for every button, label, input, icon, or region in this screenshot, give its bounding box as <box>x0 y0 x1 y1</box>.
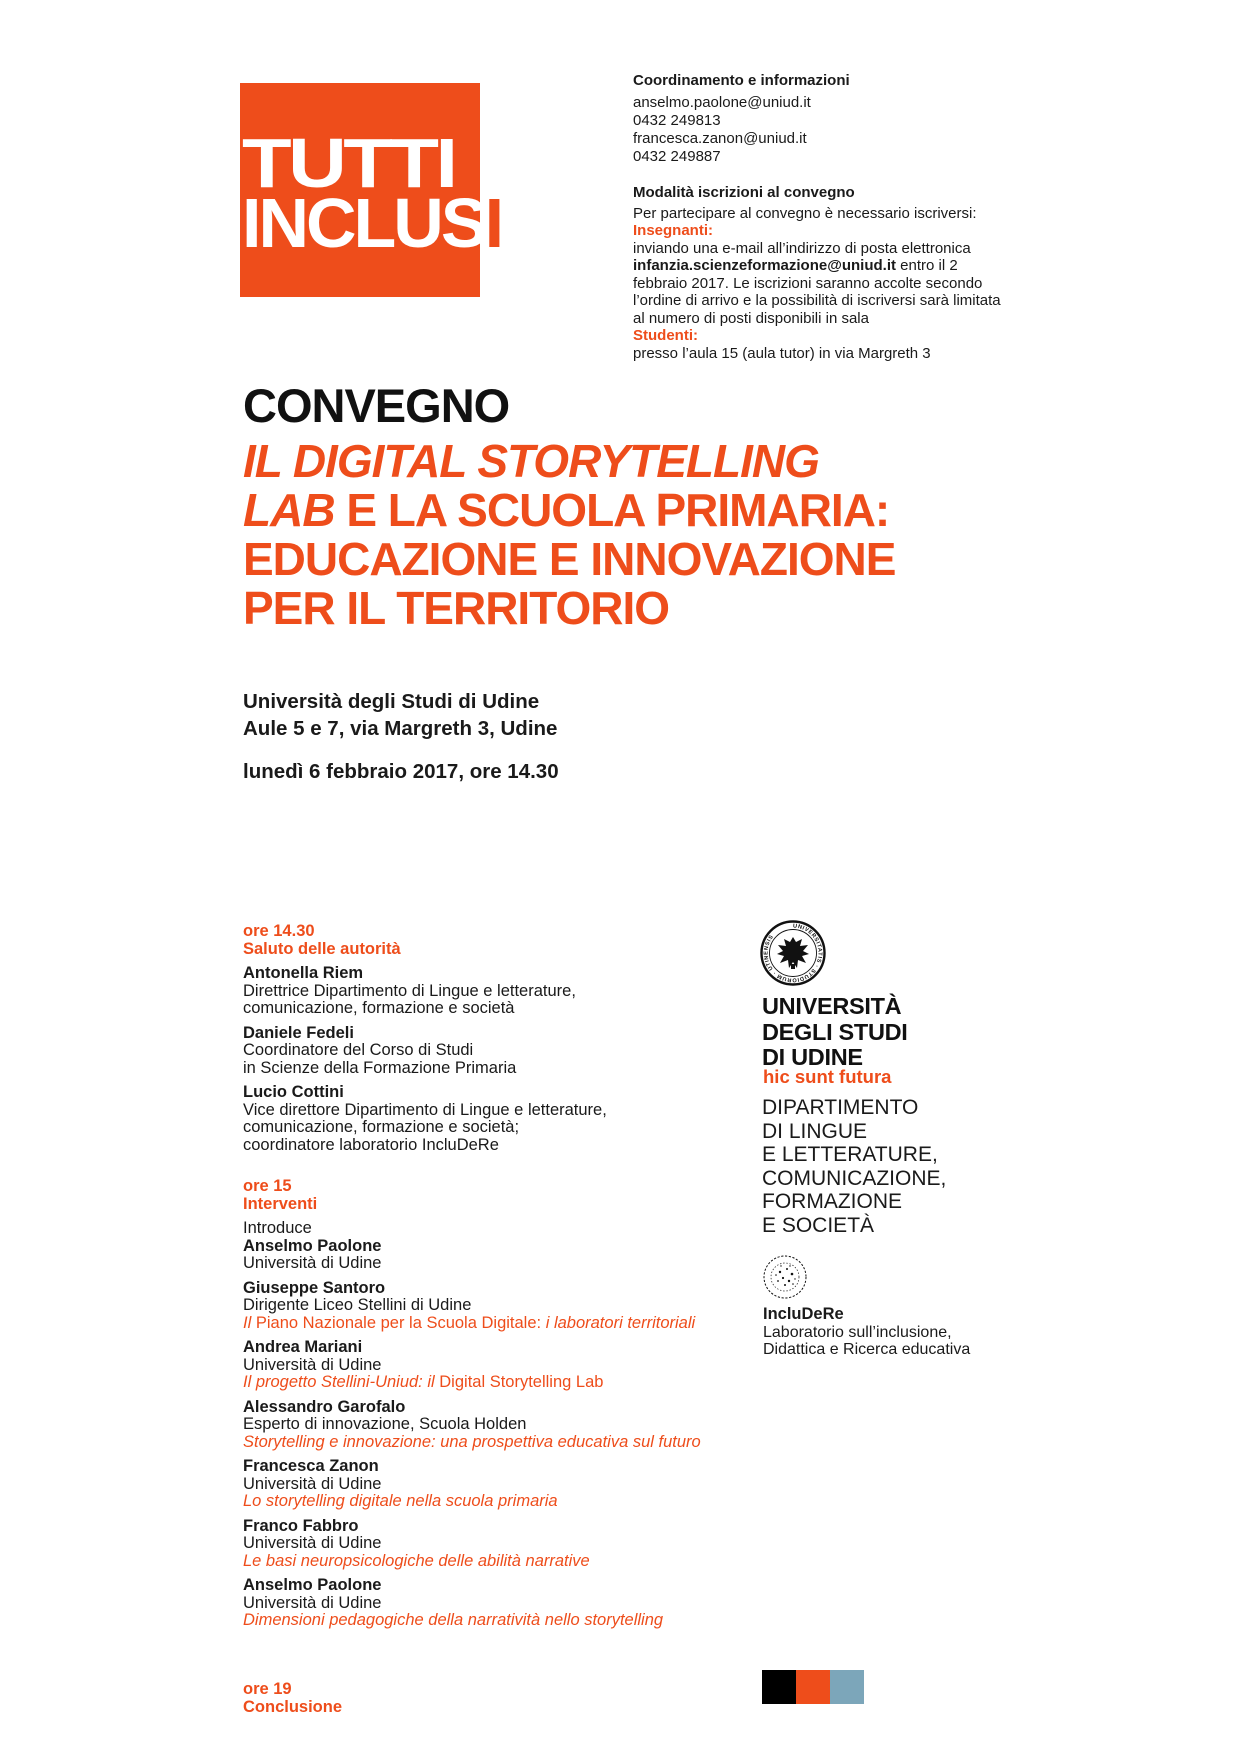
title-line-1: IL DIGITAL STORYTELLING <box>243 435 819 487</box>
registration-intro: Per partecipare al convegno è necessario iscriversi: <box>633 204 977 222</box>
speaker-block: Francesca Zanon Università di Udine Lo storytelling digitale nella scuola primaria <box>243 1458 701 1511</box>
logo-line-tutti: TUTTI <box>242 124 455 202</box>
talk-title: Dimensioni pedagogiche della narratività nello storytelling <box>243 1611 664 1629</box>
teachers-line: l’ordine di arrivo e la possibilità di iscriversi sarà limitata <box>633 292 1001 309</box>
speaker-block: Franco Fabbro Università di Udine Le basi neuropsicologiche delle abilità narrative <box>243 1518 701 1571</box>
conference-kicker: CONVEGNO <box>243 379 510 432</box>
talk-title: Storytelling e innovazione: una prospettiva educativa sul futuro <box>243 1432 701 1451</box>
talk-title: Il Piano Nazionale per la Scuola Digitale: i laboratori territoriali <box>243 1313 696 1332</box>
footer-color-squares <box>762 1670 864 1704</box>
talk-title: Il progetto Stellini-Uniud: il Digital Storytelling Lab <box>243 1373 604 1391</box>
logo-outside-i: I <box>484 184 502 262</box>
contact-email-2: francesca.zanon@uniud.it <box>633 130 807 147</box>
opening-title: Saluto delle autorità <box>243 940 401 958</box>
program-talks <box>243 1177 701 1637</box>
conference-title <box>243 437 895 633</box>
talks-title: Interventi <box>243 1195 318 1213</box>
teachers-label: Insegnanti: <box>633 222 714 239</box>
registration-block <box>633 184 1013 362</box>
speaker-block: Alessandro Garofalo Esperto di innovazione, Scuola Holden Storytelling e innovazione: una prospettiva educativa sul futuro <box>243 1397 701 1451</box>
speaker-block: Daniele Fedeli Coordinatore del Corso di Studi in Scienze della Formazione Primaria <box>243 1023 517 1077</box>
students-label: Studenti: <box>633 327 698 344</box>
students-text: presso l’aula 15 (aula tutor) in via Margreth 3 <box>633 344 931 362</box>
contact-heading: Coordinamento e informazioni <box>633 72 850 89</box>
contact-block <box>633 72 1013 166</box>
venue-line-2: Aule 5 e 7, via Margreth 3, Udine <box>243 717 558 740</box>
registration-heading: Modalità iscrizioni al convegno <box>633 184 855 201</box>
speaker-block: Lucio Cottini Vice direttore Dipartimento di Lingue e letterature, comunicazione, formazione e società; coordinatore laboratorio IncluDeRe <box>243 1083 607 1154</box>
contact-email-1: anselmo.paolone@uniud.it <box>633 94 811 111</box>
teachers-line: inviando una e-mail all’indirizzo di posta elettronica <box>633 239 971 257</box>
opening-time: ore 14.30 <box>243 922 315 940</box>
talk-title: Le basi neuropsicologiche delle abilità narrative <box>243 1551 590 1570</box>
contact-phone-2: 0432 249887 <box>633 148 721 165</box>
includere-name: IncluDeRe <box>763 1305 844 1323</box>
title-line-3: EDUCAZIONE E INNOVAZIONE <box>243 533 896 585</box>
event-datetime: lunedì 6 febbraio 2017, ore 14.30 <box>243 760 559 783</box>
seal-ring-text: UNIVERSITATIS · STUDIORUM · UTINENSIS <box>763 923 823 983</box>
speaker-block: Introduce Anselmo Paolone Università di Udine <box>243 1220 701 1273</box>
title-line-4: PER IL TERRITORIO <box>243 582 670 634</box>
title-line-2: LAB E LA SCUOLA PRIMARIA: <box>243 484 890 536</box>
speaker-block: Giuseppe Santoro Dirigente Liceo Stellini di Udine Il Piano Nazionale per la Scuola Digitale: i laboratori territoriali <box>243 1280 701 1333</box>
program-opening <box>243 922 607 1161</box>
includere-seal-icon <box>762 1254 808 1305</box>
registration-email: infanzia.scienzeformazione@uniud.it <box>633 257 896 274</box>
slate-square <box>830 1670 864 1704</box>
logo-line-inclusi: INCLUSI <box>242 184 502 262</box>
venue-block <box>243 688 557 742</box>
introduce-label: Introduce <box>243 1219 312 1237</box>
university-seal-icon <box>760 920 826 991</box>
contact-phone-1: 0432 249813 <box>633 112 721 129</box>
includere-block: IncluDeRe Laboratorio sull’inclusione, Didattica e Ricerca educativa <box>763 1305 971 1358</box>
seal-eagle-icon <box>777 937 809 968</box>
department-block: DIPARTIMENTO DI LINGUE E LETTERATURE, COMUNICAZIONE, FORMAZIONE E SOCIETÀ <box>762 1096 947 1237</box>
talks-time: ore 15 <box>243 1177 292 1195</box>
speaker-block: Andrea Mariani Università di Udine Il progetto Stellini-Uniud: il Digital Storytelling Lab <box>243 1339 701 1392</box>
orange-square <box>796 1670 830 1704</box>
speaker-block: Antonella Riem Direttrice Dipartimento di Lingue e letterature, comunicazione, formazione e società <box>243 964 576 1017</box>
closing-time: ore 19 <box>243 1680 292 1698</box>
teachers-line: infanzia.scienzeformazione@uniud.it entro il 2 <box>633 257 958 274</box>
black-square <box>762 1670 796 1704</box>
university-wordmark: UNIVERSITÀ DEGLI STUDI DI UDINE <box>762 993 908 1070</box>
teachers-line: al numero di posti disponibili in sala <box>633 309 869 327</box>
university-motto: hic sunt futura <box>763 1066 892 1087</box>
talk-title: Lo storytelling digitale nella scuola primaria <box>243 1492 558 1510</box>
venue-line-1: Università degli Studi di Udine <box>243 690 540 713</box>
program-closing <box>243 1680 342 1716</box>
tutti-inclusi-logo <box>240 83 502 297</box>
teachers-line: febbraio 2017. Le iscrizioni saranno accolte secondo <box>633 274 983 292</box>
closing-title: Conclusione <box>243 1698 343 1716</box>
speaker-block: Anselmo Paolone Università di Udine Dimensioni pedagogiche della narratività nello storytelling <box>243 1577 701 1630</box>
